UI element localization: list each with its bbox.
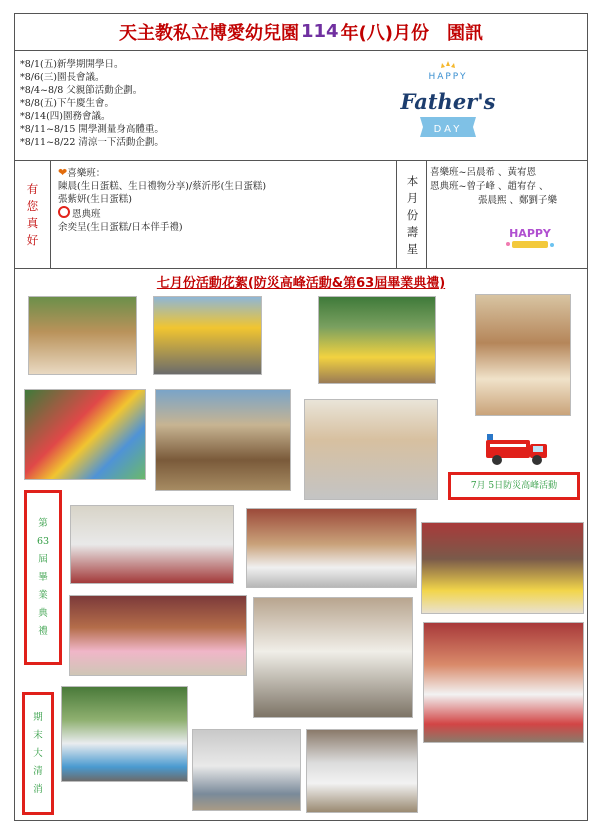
divider	[396, 160, 397, 268]
stars-line: 恩典班~曾子峰 、趙宥存 、	[430, 181, 549, 192]
event-list	[20, 58, 390, 149]
title-main: 天主教私立博愛幼兒園	[118, 22, 299, 44]
event-item: *8/6(三)園長會議。	[20, 72, 105, 83]
birthday-notes	[58, 166, 393, 234]
divider	[426, 160, 427, 268]
fire-drill-label: 7月 5日防災高峰活動	[448, 472, 580, 500]
photo-cleaning-3	[306, 729, 418, 813]
divider	[14, 268, 588, 269]
heart-icon: ❤	[58, 166, 68, 179]
title-year: 114	[300, 21, 339, 42]
divider	[14, 160, 588, 161]
photo-graduation-6	[423, 622, 584, 743]
title-label: 園訊	[447, 22, 484, 44]
event-item: *8/8(五)下午慶生會。	[20, 98, 114, 109]
graduation-label: 第 63 屆 畢 業 典 禮	[24, 490, 62, 665]
stars-line: 張晨熙 、鄭劉子樂	[478, 195, 558, 206]
page-title	[14, 13, 588, 51]
photo-fire-drill-7	[304, 399, 438, 500]
logo-top: HAPPY	[428, 72, 468, 82]
stars-line: 喜樂班~呂晨希 、黃宥恩	[430, 167, 536, 178]
divider	[50, 160, 51, 268]
photo-fire-drill-2	[153, 296, 262, 375]
photo-cleaning-1	[61, 686, 188, 782]
event-item: *8/1(五)新學期開學日。	[20, 59, 124, 70]
photo-graduation-5	[253, 597, 413, 718]
greeting-column: 有 您 真 好	[26, 182, 39, 247]
logo-main: Father's	[400, 89, 496, 114]
photo-graduation-3	[421, 522, 584, 614]
birthday-line: 張紫妍(生日蛋糕)	[58, 194, 132, 205]
happy-text: HAPPY	[509, 227, 551, 240]
birthday-stars-list	[430, 166, 585, 208]
fathers-day-logo	[398, 57, 498, 153]
event-item: *8/4~8/8 父親節活動企劃。	[20, 85, 143, 96]
photo-graduation-4	[69, 595, 247, 676]
happy-birthday-badge	[500, 224, 560, 252]
photo-fire-drill-6	[155, 389, 291, 491]
photo-fire-drill-5	[24, 389, 146, 480]
photo-fire-drill-1	[28, 296, 137, 375]
birthday-line: 余奕呈(生日蛋糕/日本伴手禮)	[58, 222, 183, 233]
logo-bottom: DAY	[433, 124, 463, 135]
photo-cleaning-2	[192, 729, 301, 811]
gallery-title: 七月份活動花絮(防災高峰活動&第63屆畢業典禮)	[156, 276, 446, 291]
class-name: 恩典班	[72, 209, 101, 220]
birthday-stars-title: 本 月 份 壽 星	[406, 173, 419, 256]
circle-icon	[58, 206, 70, 218]
birthday-line: 陳晨(生日蛋糕、生日禮物分享)/蔡沂彤(生日蛋糕)	[58, 181, 267, 192]
photo-graduation-2	[246, 508, 417, 588]
event-item: *8/11~8/22 清涼一下活動企劃。	[20, 137, 164, 148]
photo-graduation-1	[70, 505, 234, 584]
cleaning-label: 期 末 大 清 消	[22, 692, 54, 815]
event-item: *8/11~8/15 開學測量身高體重。	[20, 124, 164, 135]
photo-fire-drill-3	[318, 296, 436, 384]
event-item: *8/14(四)園務會議。	[20, 111, 111, 122]
fire-truck-icon	[482, 426, 552, 466]
photo-fire-drill-4	[475, 294, 571, 416]
class-name: 喜樂班：	[67, 168, 106, 179]
title-month: 年(八)月份	[340, 22, 430, 44]
